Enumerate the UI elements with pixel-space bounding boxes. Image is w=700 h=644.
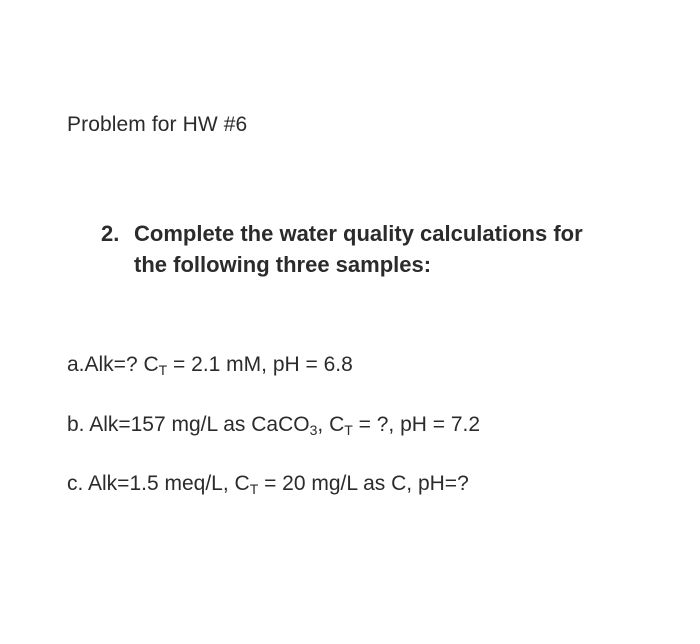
sample-c-subscript: T — [249, 481, 259, 497]
page-title: Problem for HW #6 — [67, 113, 248, 136]
problem-first-line — [101, 218, 641, 249]
problem-text-line-1: Complete the water quality calculations for — [134, 221, 583, 246]
sample-a-prefix: a.Alk=? C — [67, 353, 159, 376]
sample-b-prefix: b. Alk=157 mg/L as CaCO — [67, 413, 310, 436]
sample-a-rest: = 2.1 mM, pH = 6.8 — [167, 353, 353, 376]
sample-c-rest: = 20 mg/L as C, pH=? — [258, 472, 469, 495]
sample-b — [67, 413, 480, 437]
sample-b-rest: = ?, pH = 7.2 — [352, 413, 481, 436]
sample-c — [67, 472, 469, 496]
problem-number: 2. — [101, 221, 120, 246]
sample-b-subscript-3: 3 — [309, 422, 318, 438]
sample-b-subscript-t: T — [344, 422, 353, 438]
sample-b-mid: , C — [317, 413, 345, 436]
sample-a — [67, 353, 353, 377]
sample-c-prefix: c. Alk=1.5 meq/L, C — [67, 472, 250, 495]
problem-statement — [101, 218, 641, 280]
sample-a-subscript: T — [158, 362, 168, 378]
problem-text-line-2: the following three samples: — [134, 252, 432, 277]
